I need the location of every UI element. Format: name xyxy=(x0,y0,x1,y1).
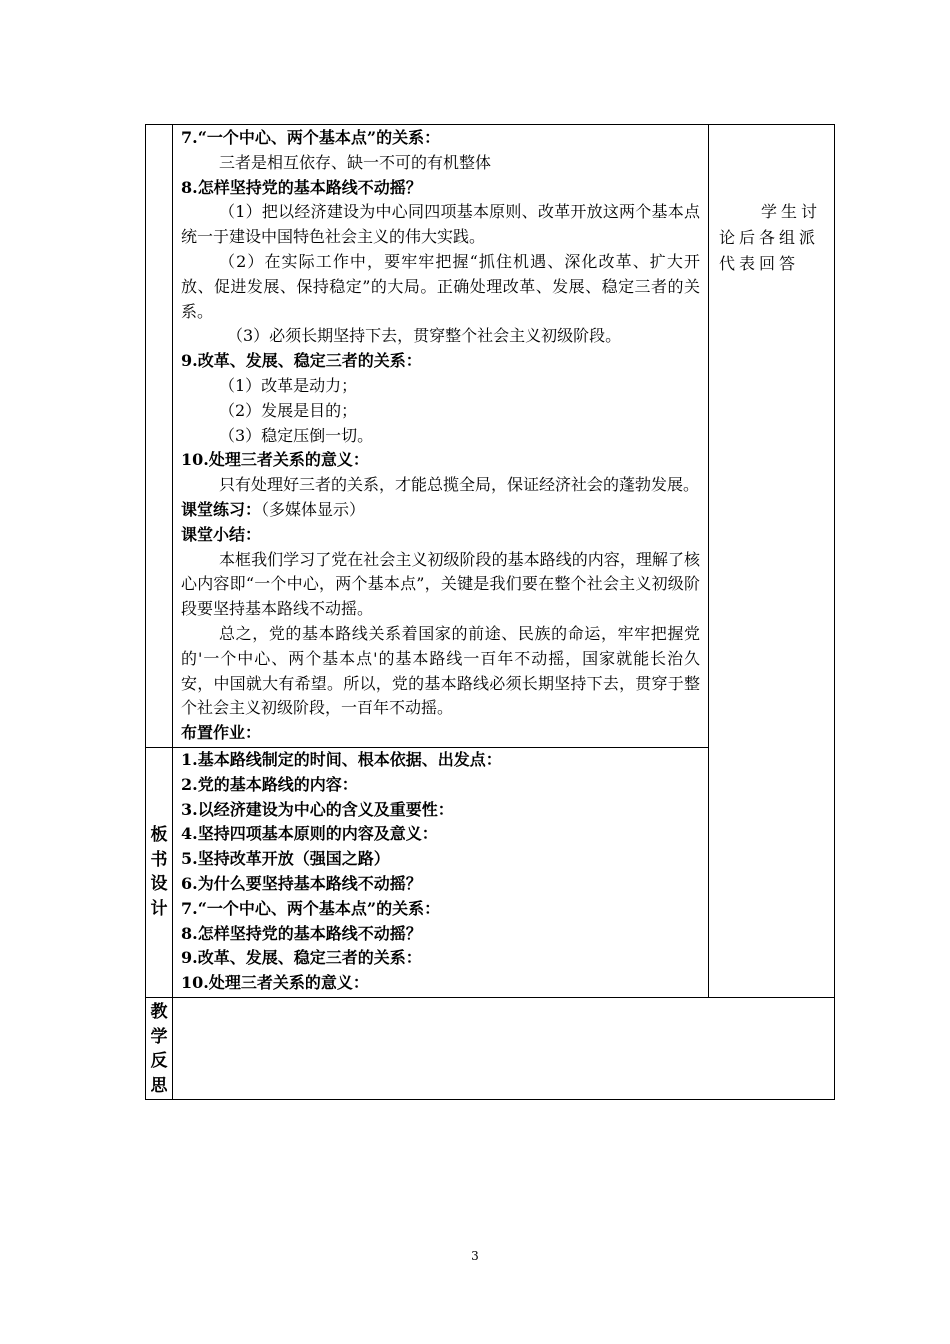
summary-heading: 课堂小结： xyxy=(181,524,262,544)
reflection-content[interactable] xyxy=(173,997,835,1099)
reflection-label xyxy=(146,997,173,1099)
paragraph-8-2: （2）在实际工作中，要牢牢把握“抓住机遇、深化改革、扩大开放、促进发展、保持稳定”的大局。正确处理改革、发展、稳定三者的关系。 xyxy=(181,251,700,321)
board-design-content xyxy=(173,747,709,997)
label-char: 计 xyxy=(150,899,168,920)
label-char: 反 xyxy=(150,1051,168,1072)
label-char: 设 xyxy=(150,874,168,895)
label-char: 书 xyxy=(150,849,168,870)
label-char: 思 xyxy=(150,1076,168,1097)
homework-heading: 布置作业： xyxy=(181,723,262,743)
exercise-note: （多媒体显示） xyxy=(261,499,366,519)
lesson-content-cell xyxy=(173,125,709,748)
activity-note-line-3: 代表回答 xyxy=(719,254,800,273)
board-item: 9.改革、发展、稳定三者的关系： xyxy=(181,948,422,968)
board-item: 5.坚持改革开放（强国之路） xyxy=(181,849,390,869)
lesson-row xyxy=(146,125,835,748)
paragraph-10: 只有处理好三者的关系，才能总揽全局，保证经济社会的蓬勃发展。 xyxy=(219,475,700,495)
reflection-row xyxy=(146,997,835,1099)
paragraph-8-3: （3）必须长期坚持下去，贯穿整个社会主义初级阶段。 xyxy=(227,326,622,346)
board-item: 7.“一个中心、两个基本点”的关系： xyxy=(181,898,441,918)
activity-note-line-2: 论后各组派 xyxy=(719,228,820,247)
item-9-1: （1）改革是动力； xyxy=(219,375,358,395)
board-item: 8.怎样坚持党的基本路线不动摇？ xyxy=(181,923,422,943)
heading-10: 10.处理三者关系的意义： xyxy=(181,450,369,470)
label-char: 学 xyxy=(150,1026,168,1047)
heading-9: 9.改革、发展、稳定三者的关系： xyxy=(181,351,422,371)
lesson-plan-table xyxy=(145,124,835,1100)
summary-paragraph-2: 总之，党的基本路线关系着国家的前途、民族的命运，牢牢把握党的'一个中心、两个基本点'的基本路线一百年不动摇，国家就能长治久安，中国就大有希望。所以，党的基本路线必须长期坚持下去，贯穿于整个社会主义初级阶段，一百年不动摇。 xyxy=(181,623,700,718)
page-number: 3 xyxy=(471,1249,479,1263)
board-item: 4.坚持四项基本原则的内容及意义： xyxy=(181,824,438,844)
item-9-3: （3）稳定压倒一切。 xyxy=(219,425,374,445)
paragraph-8-1: （1）把以经济建设为中心同四项基本原则、改革开放这两个基本点统一于建设中国特色社会主义的伟大实践。 xyxy=(181,202,700,247)
lesson-label-cell xyxy=(146,125,173,748)
item-9-2: （2）发展是目的； xyxy=(219,400,358,420)
text-line: 三者是相互依存、缺一不可的有机整体 xyxy=(219,152,492,172)
activity-note-line-1: 学生讨 xyxy=(761,202,822,221)
board-item: 1.基本路线制定的时间、根本依据、出发点： xyxy=(181,749,502,769)
board-design-label xyxy=(146,747,173,997)
board-item: 10.处理三者关系的意义： xyxy=(181,973,369,993)
board-item: 2.党的基本路线的内容： xyxy=(181,774,358,794)
board-item: 3.以经济建设为中心的含义及重要性： xyxy=(181,799,454,819)
heading-8: 8.怎样坚持党的基本路线不动摇？ xyxy=(181,177,422,197)
label-char: 教 xyxy=(150,1001,168,1022)
exercise-heading: 课堂练习： xyxy=(181,499,262,519)
label-char: 板 xyxy=(150,824,168,845)
activity-note-cell xyxy=(709,125,835,998)
heading-7: 7.“一个中心、两个基本点”的关系： xyxy=(181,128,441,147)
board-item: 6.为什么要坚持基本路线不动摇？ xyxy=(181,873,422,893)
exercise-line xyxy=(181,498,700,523)
summary-paragraph-1: 本框我们学习了党在社会主义初级阶段的基本路线的内容，理解了核心内容即“一个中心，两个基本点”，关键是我们要在整个社会主义初级阶段要坚持基本路线不动摇。 xyxy=(181,549,700,619)
